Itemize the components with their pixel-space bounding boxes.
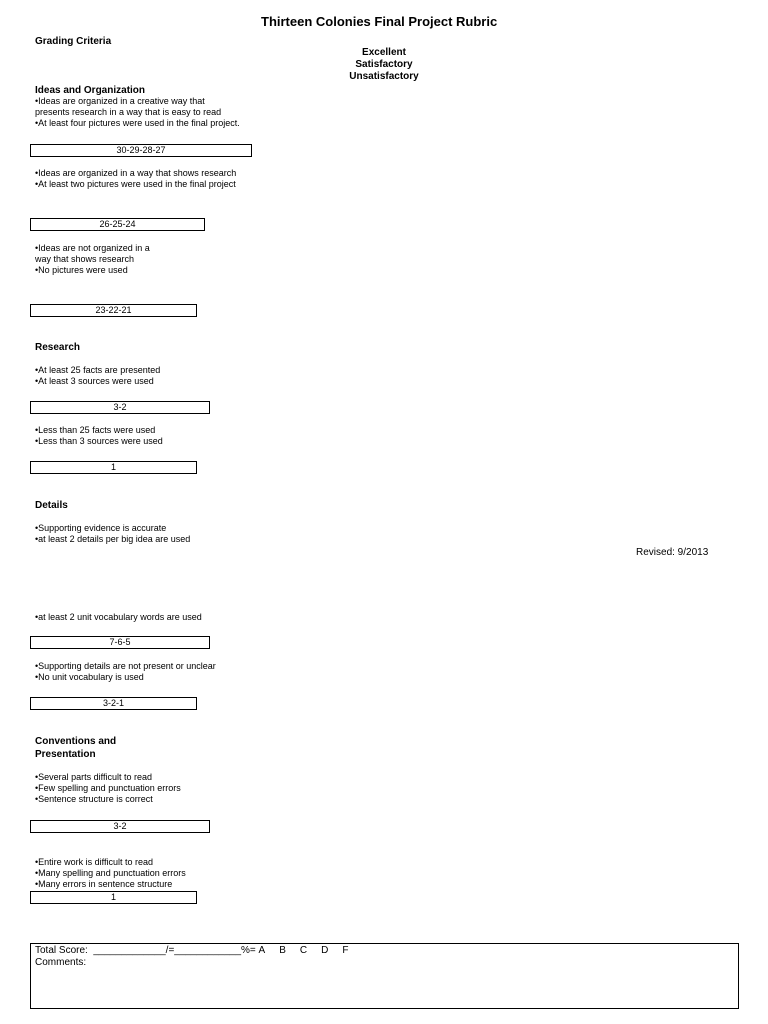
comments-label: Comments: [35,957,87,968]
criteria-line: •at least 2 details per big idea are used [35,534,191,544]
total-score-line: Total Score: _____________/=____________%= [35,945,256,956]
ideas-unsatisfactory-criteria [35,243,150,276]
research-satisfactory-criteria [35,365,160,387]
details-third-criteria [35,661,216,683]
criteria-line: •Entire work is difficult to read [35,857,154,867]
grade-f: F [342,945,349,956]
criteria-line: •Ideas are organized in a creative way that [35,96,205,106]
criteria-line: •Ideas are not organized in a [35,243,150,253]
criteria-line: •No unit vocabulary is used [35,672,144,682]
conventions-heading-line2: Presentation [35,749,96,760]
ideas-satisfactory-criteria [35,168,236,190]
details-first-criteria [35,523,190,545]
level-satisfactory: Satisfactory [355,59,413,70]
details-heading: Details [35,500,68,511]
criteria-line: •Supporting details are not present or unclear [35,661,216,671]
performance-levels [334,47,434,83]
details-third-score: 3-2-1 [30,697,197,710]
total-score-box[interactable] [30,943,739,1009]
ideas-heading: Ideas and Organization [35,85,146,96]
grade-b: B [279,945,286,956]
conventions-unsatisfactory-criteria [35,857,186,890]
criteria-line: •At least 25 facts are presented [35,365,161,375]
criteria-line: •Several parts difficult to read [35,772,153,782]
criteria-line: •At least four pictures were used in the final project. [35,118,240,128]
details-second-criteria [35,612,202,623]
details-second-score: 7-6-5 [30,636,210,649]
ideas-excellent-score: 30-29-28-27 [30,144,252,157]
criteria-line: way that shows research [35,254,135,264]
criteria-line: •at least 2 unit vocabulary words are used [35,612,202,622]
criteria-line: •At least two pictures were used in the final project [35,179,236,189]
conventions-heading [35,735,116,761]
conventions-satisfactory-score: 3-2 [30,820,210,833]
level-unsatisfactory: Unsatisfactory [349,71,419,82]
criteria-line: •Supporting evidence is accurate [35,523,167,533]
criteria-line: •Less than 25 facts were used [35,425,156,435]
conventions-satisfactory-criteria [35,772,181,805]
revised-date: Revised: 9/2013 [636,547,709,558]
ideas-excellent-criteria [35,96,240,129]
grading-criteria-label: Grading Criteria [35,36,112,47]
criteria-line: •Many errors in sentence structure [35,879,173,889]
criteria-line: •At least 3 sources were used [35,376,154,386]
grade-c: C [299,945,308,956]
grade-d: D [321,945,329,956]
criteria-line: •No pictures were used [35,265,128,275]
criteria-line: •Ideas are organized in a way that shows research [35,168,237,178]
ideas-unsatisfactory-score: 23-22-21 [30,304,197,317]
research-unsatisfactory-criteria [35,425,163,447]
conventions-heading-line1: Conventions and [35,736,117,747]
grade-a: A [258,945,266,956]
research-satisfactory-score: 3-2 [30,401,210,414]
level-excellent: Excellent [362,47,406,58]
criteria-line: •Less than 3 sources were used [35,436,163,446]
research-heading: Research [35,342,81,353]
criteria-line: •Few spelling and punctuation errors [35,783,181,793]
total-score-row [35,945,734,957]
ideas-satisfactory-score: 26-25-24 [30,218,205,231]
conventions-unsatisfactory-score: 1 [30,891,197,904]
criteria-line: •Sentence structure is correct [35,794,153,804]
research-unsatisfactory-score: 1 [30,461,197,474]
page-title: Thirteen Colonies Final Project Rubric [261,14,498,29]
criteria-line: •Many spelling and punctuation errors [35,868,186,878]
criteria-line: presents research in a way that is easy to read [35,107,222,117]
